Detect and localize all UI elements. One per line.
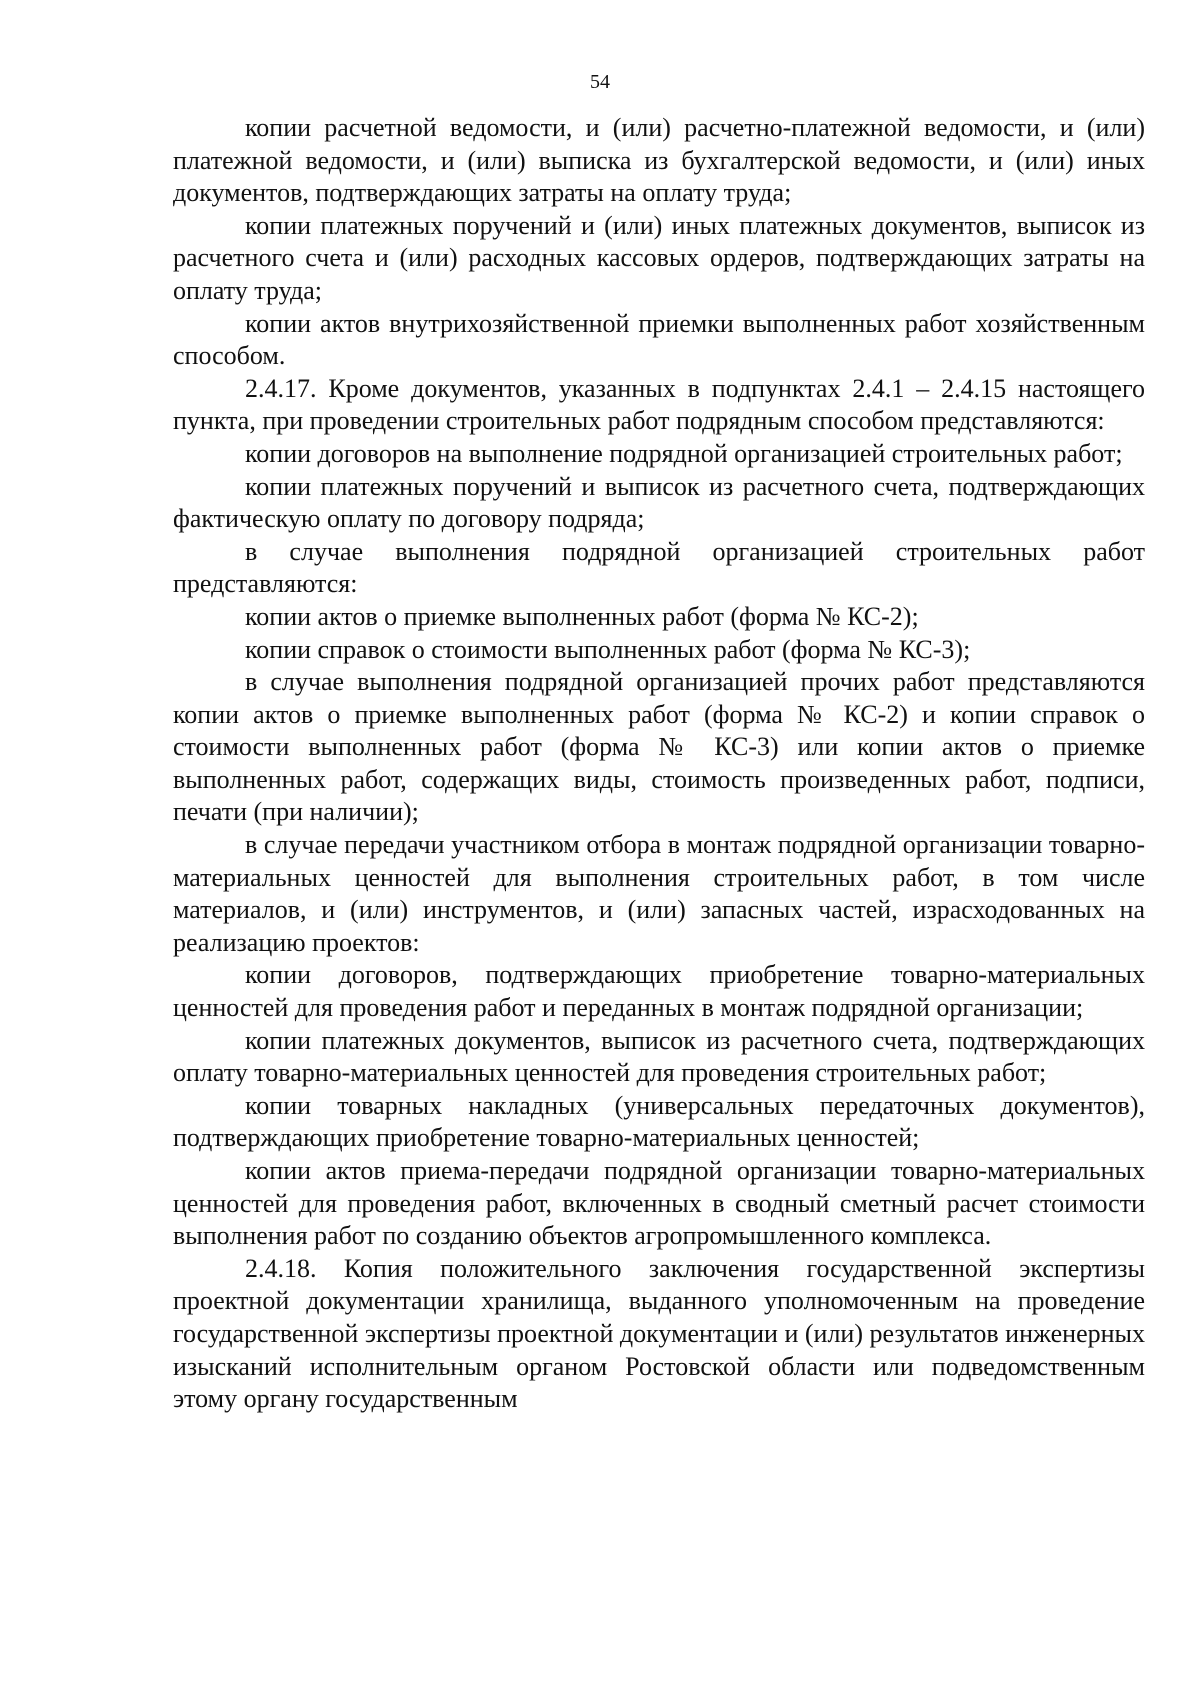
paragraph-payment-proof-contract: копии платежных поручений и выписок из расчетного счета, подтверждающих фактическую оплату по договору подряда; <box>173 471 1145 534</box>
paragraph-payment-orders-labor: копии платежных поручений и (или) иных платежных документов, выписок из расчетного счета и (или) расходных кассовых ордеров, подтверждающих затраты на оплату труда; <box>173 210 1145 305</box>
document-body <box>173 112 1145 1416</box>
paragraph-2-4-18: 2.4.18. Копия положительного заключения государственной экспертизы проектной документации хранилища, выданного уполномоченным на проведение государственной экспертизы проектной документации и (или) результатов инженерных изысканий исполнительным органом Ростовской области или подведомственным этому органу государственным <box>173 1253 1145 1414</box>
page-number: 54 <box>590 71 610 93</box>
paragraph-materials-transfer-case: в случае передачи участником отбора в монтаж подрядной организации товарно-материальных ценностей для выполнения строительных работ, в том числе материалов, и (или) инструментов, и (или) запасных частей, израсходованных на реализацию проектов: <box>173 830 1145 957</box>
paragraph-contract-copies: копии договоров на выполнение подрядной организацией строительных работ; <box>245 438 1123 468</box>
paragraph-other-works-case: в случае выполнения подрядной организацией прочих работ представляются копии актов о приемке выполненных работ (форма № КС-2) и копии справок о стоимости выполненных работ (форма № КС-3) или копии актов о приемке выполненных работ, содержащих виды, стоимость произведенных работ, подписи, печати (при наличии); <box>173 667 1145 827</box>
paragraph-ks2-acts: копии актов о приемке выполненных работ (форма № КС-2); <box>245 601 919 631</box>
paragraph-construction-works-case: в случае выполнения подрядной организацией строительных работ представляются: <box>173 536 1145 599</box>
paragraph-ks3-certificates: копии справок о стоимости выполненных работ (форма № КС-3); <box>245 634 971 664</box>
paragraph-internal-acceptance-acts: копии актов внутрихозяйственной приемки выполненных работ хозяйственным способом. <box>173 308 1145 371</box>
paragraph-materials-contracts: копии договоров, подтверждающих приобретение товарно-материальных ценностей для проведения работ и переданных в монтаж подрядной организации; <box>173 960 1145 1023</box>
paragraph-waybills: копии товарных накладных (универсальных передаточных документов), подтверждающих приобретение товарно-материальных ценностей; <box>173 1090 1145 1153</box>
paragraph-2-4-17: 2.4.17. Кроме документов, указанных в подпунктах 2.4.1 – 2.4.15 настоящего пункта, при проведении строительных работ подрядным способом представляются: <box>173 373 1145 436</box>
paragraph-transfer-acts: копии актов приема-передачи подрядной организации товарно-материальных ценностей для проведения работ, включенных в сводный сметный расчет стоимости выполнения работ по созданию объектов агропромышленного комплекса. <box>173 1156 1145 1251</box>
paragraph-payroll-copies: копии расчетной ведомости, и (или) расчетно-платежной ведомости, и (или) платежной ведомости, и (или) выписка из бухгалтерской ведомости, и (или) иных документов, подтверждающих затраты на оплату труда; <box>173 113 1145 208</box>
paragraph-materials-payment-docs: копии платежных документов, выписок из расчетного счета, подтверждающих оплату товарно-материальных ценностей для проведения строительных работ; <box>173 1025 1145 1088</box>
